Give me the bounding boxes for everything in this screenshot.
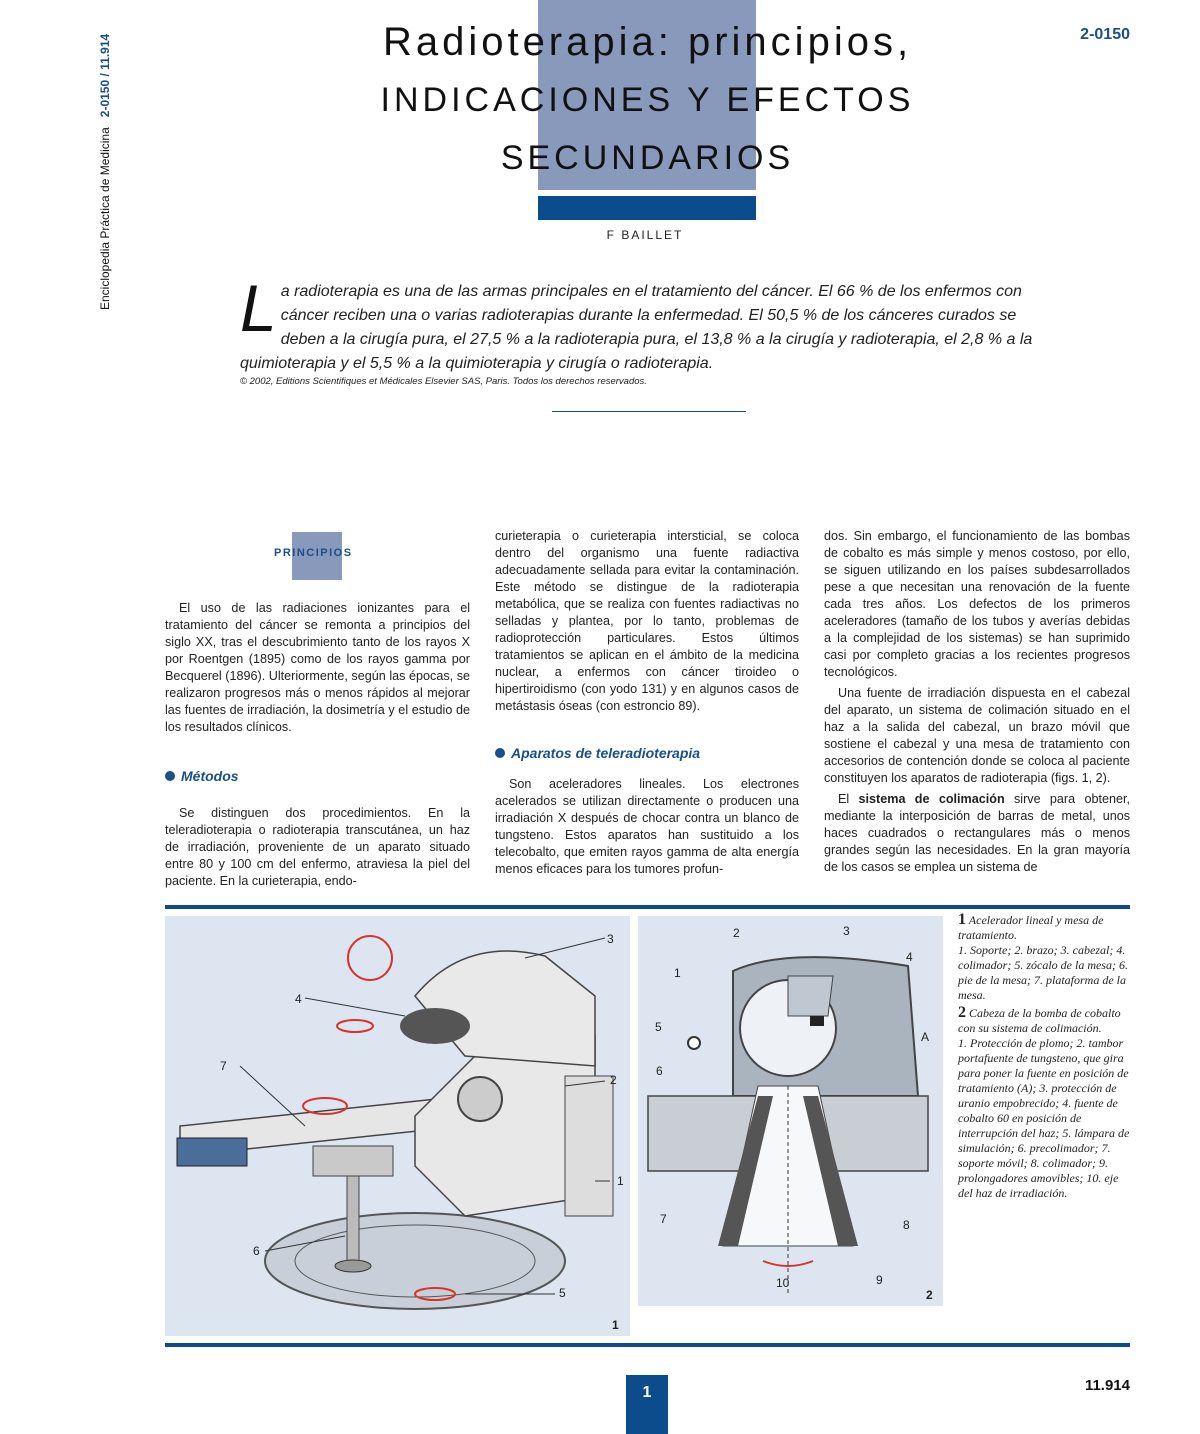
- paragraph: dos. Sin embargo, el funcionamiento de las bombas de cobalto es más simple y menos costoso, por ello, se siguen utilizando en los países subdesarrollados pese a que necesitan una renovación de la fuente cada tres años. Los defectos de los primeros aceleradores (tamaño de los tubos y averías debidas a la complejidad de los sistemas) se han suprimido casi por completo gracias a los recientes progresos tecnológicos.: [824, 529, 1130, 679]
- column-1: [165, 600, 470, 890]
- abstract-rule: [552, 411, 746, 412]
- column-2: [495, 528, 799, 878]
- paragraph: Una fuente de irradiación dispuesta en el cabezal del aparato, un sistema de colimación situado en el haz a la salida del cabezal, un brazo móvil que sostiene el cabezal y una mesa de tratamiento con accesorios de contención donde se coloca al paciente constituyen los aparatos de radioterapia (figs. 1, 2).: [824, 686, 1130, 785]
- fig2-label: 3: [843, 924, 850, 938]
- fig2-label: 1: [674, 966, 681, 980]
- title-line-2: INDICACIONES Y EFECTOS: [380, 81, 915, 119]
- figure-2: [638, 916, 943, 1306]
- title-line-3: SECUNDARIOS: [500, 139, 795, 177]
- title-bar: [538, 196, 756, 220]
- paragraph: El sistema de colimación sirve para obtener, mediante la interposición de barras de metal, unos haces cuadrados o rectangulares más o menos grandes según las necesidades. En la gran mayoría de los casos se emplea un sistema de: [824, 792, 1130, 874]
- journal-name: Enciclopedia Práctica de Medicina: [98, 127, 112, 310]
- figure-rule-top: [165, 905, 1130, 909]
- fig1-label: 4: [295, 992, 302, 1006]
- abstract-text: a radioterapia es una de las armas principales en el tratamiento del cáncer. El 66 % de los enfermos con cáncer reciben una o varias radioterapias durante la enfermedad. El 50,5 % de los cánceres curados se deben a la cirugía pura, el 27,5 % a la radioterapia pura, el 13,8 % a la cirugía y radioterapia, el 2,8 % a la quimioterapia y el 5,5 % a la quimioterapia y cirugía o radioterapia.: [240, 283, 1033, 372]
- fig1-label: 6: [253, 1244, 260, 1258]
- copyright: © 2002, Editions Scientifiques et Médicales Elsevier SAS, Paris. Todos los derechos reservados.: [240, 376, 647, 387]
- caption-1: 1 Acelerador lineal y mesa de tratamiento. 1. Soporte; 2. brazo; 3. cabezal; 4. colimador; 5. zócalo de la mesa; 6. pie de la mesa; 7. plataforma de la mesa.: [958, 911, 1128, 1002]
- doc-number: 2-0150: [1080, 26, 1130, 43]
- fig2-label: A: [921, 1030, 930, 1044]
- fig1-label: 2: [610, 1073, 617, 1087]
- fig2-label: 8: [903, 1218, 910, 1232]
- page-number: 1: [626, 1375, 668, 1434]
- article-title: [240, 14, 1055, 186]
- fig2-label: 7: [660, 1212, 667, 1226]
- cobalt-head-illustration: [638, 916, 943, 1306]
- caption-2: 2 Cabeza de la bomba de cobalto con su sistema de colimación. 1. Protección de plomo; 2. tambor portafuente de tungsteno, que gira para poner la fuente en posición de tratamiento (A); 3. protección de uranio empobrecido; 4. fuente de cobalto 60 en posición de interrupción del haz; 5. lámpara de simulación; 6. precolimador; 7. soporte móvil; 8. colimador; 9. prolongadores amovibles; 10. eje del haz de irradiación.: [958, 1004, 1130, 1200]
- figure-1: [165, 916, 630, 1336]
- author: F BAILLET: [606, 228, 684, 242]
- linear-accelerator-illustration: [165, 916, 630, 1336]
- fig1-label: 5: [559, 1286, 566, 1300]
- section-title: PRINCIPIOS: [274, 547, 353, 559]
- bullet-icon: [495, 748, 505, 758]
- fig1-label: 1: [617, 1174, 624, 1188]
- fig1-label: 7: [220, 1059, 227, 1073]
- journal-ref: 2-0150 / 11.914: [98, 33, 112, 118]
- figure-caption: [958, 912, 1130, 1201]
- fig2-label: 9: [876, 1273, 883, 1287]
- dropcap: L: [240, 271, 277, 345]
- fig2-label: 2: [733, 926, 740, 940]
- fig2-label: 4: [906, 950, 913, 964]
- bullet-icon: [165, 771, 175, 781]
- fig2-number: 2: [926, 1288, 933, 1302]
- paragraph: curieterapia o curieterapia intersticial, se coloca dentro del organismo una fuente radiactiva adecuadamente sellada para evitar la contaminación. Este método se distingue de la radioterapia metabólica, que se realiza con fuentes radiactivas no selladas y plantea, por lo tanto, problemas de radioprotección particulares. Estos últimos tratamientos se aplican en el ámbito de la medicina nuclear, a enfermos con cáncer tiroideo o hipertiroidismo (con yodo 131) y en algunos casos de metástasis óseas (con estroncio 89).: [495, 529, 799, 713]
- fig1-label: 3: [607, 932, 614, 946]
- fig2-label: 5: [655, 1020, 662, 1034]
- abstract: [240, 271, 1060, 376]
- footer-code: 11.914: [1084, 1377, 1130, 1394]
- paragraph: Se distinguen dos procedimientos. En la teleradioterapia o radioterapia transcutánea, un haz de irradiación, proveniente de un aparato situado entre 80 y 100 cm del enfermo, atraviesa la piel del paciente. En la curieterapia, endo-: [165, 806, 470, 888]
- journal-sidebar: [88, 30, 118, 330]
- fig1-number: 1: [612, 1318, 619, 1332]
- title-line-1: Radioterapia: principios,: [382, 20, 913, 64]
- bold-term: sistema de colimación: [858, 792, 1005, 806]
- paragraph: El uso de las radiaciones ionizantes para el tratamiento del cáncer se remonta a principios del siglo XX, tras el descubrimiento tanto de los rayos X por Roentgen (1895) como de los rayos gamma por Becquerel (1896). Ulteriormente, según las épocas, se realizaron progresos más o menos rápidos al mejorar las fuentes de irradiación, la dosimetría y el estudio de los resultados clínicos.: [165, 601, 470, 734]
- subheading-aparatos: Aparatos de teleradioterapia: [495, 745, 799, 762]
- fig2-label: 6: [656, 1064, 663, 1078]
- figure-rule-bottom: [165, 1343, 1130, 1347]
- paragraph: Son aceleradores lineales. Los electrones acelerados se utilizan directamente o producen una irradiación X después de chocar contra un blanco de tungsteno. Estos aparatos han sustituido a los telecobalto, que emiten rayos gamma de alta energía menos eficaces para los tumores profun-: [495, 777, 799, 876]
- fig2-label: 10: [776, 1276, 790, 1290]
- column-3: [824, 528, 1130, 876]
- subheading-metodos: Métodos: [165, 768, 470, 785]
